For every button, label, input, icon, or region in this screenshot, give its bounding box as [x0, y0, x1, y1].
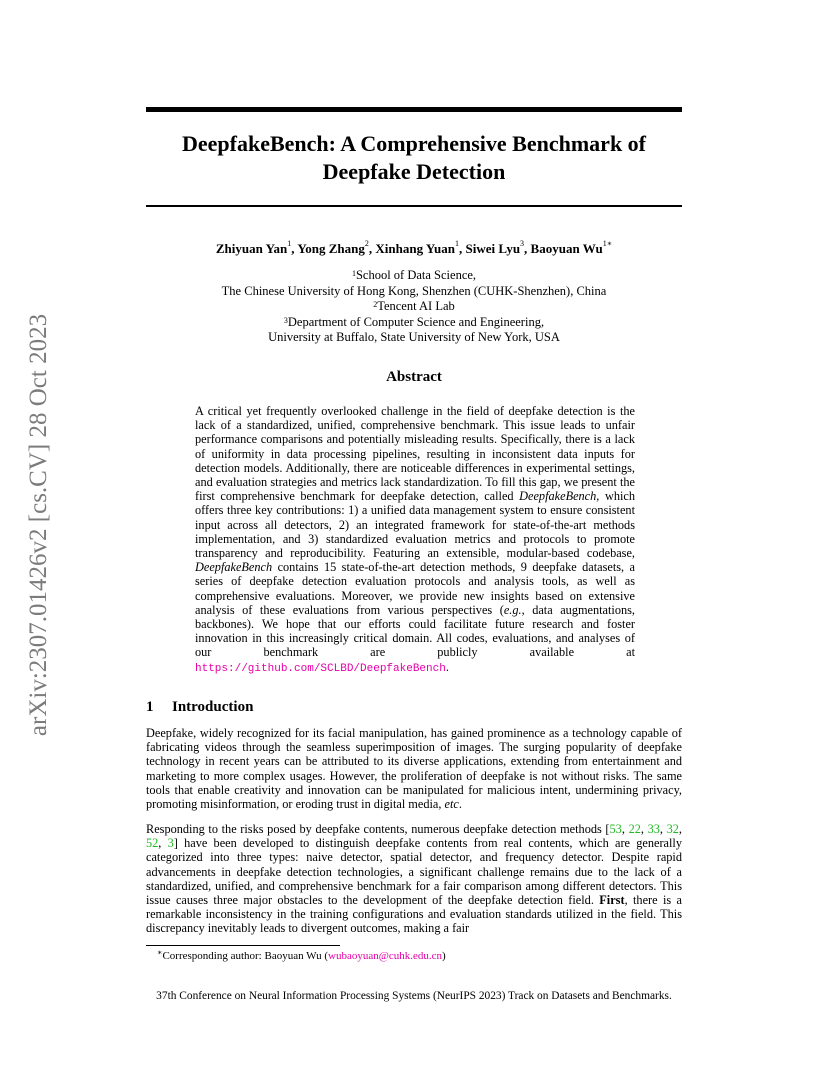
abstract-emphasis: e.g. — [503, 602, 522, 617]
abstract-emphasis: DeepfakeBench — [519, 489, 597, 504]
section-heading — [146, 699, 253, 716]
footnote — [146, 950, 446, 962]
paragraph-text: Responding to the risks posed by deepfake contents, numerous deepfake detection methods [ — [146, 822, 610, 836]
github-link[interactable]: https://github.com/SCLBD/DeepfakeBench — [195, 662, 446, 675]
affiliation-text: Tencent AI Lab — [377, 299, 455, 313]
affiliation-mark: 3 — [283, 315, 288, 325]
paper-title: DeepfakeBench: A Comprehensive Benchmark of Deepfake Detection — [181, 131, 647, 184]
paragraph-text: . — [458, 797, 462, 812]
email-link[interactable]: wubaoyuan@cuhk.edu.cn — [328, 950, 442, 962]
author-list: Zhiyuan Yan$^1$, Yong Zhang$^2$, Xinhang Yuan$^1$, Siwei Lyu$^3$, Baoyuan $Wu^{1∗}$ — [215, 239, 613, 256]
abstract-text: contains 15 state-of-the-art detection methods, 9 deepfake datasets, a series of deepfake detection evaluation protocols and analysis tools, as well as comprehensive evaluations. Moreover, we provide new insights based on extensive analysis of these evaluations from various perspectives ( — [195, 560, 635, 617]
abstract-text: , data augmentations, backbones). We hope that our efforts could facilitate future research and foster innovation in this increasingly critical domain. All codes, evaluations, and analyses of our benchmark are publicly available at — [195, 602, 636, 660]
author-affiliation-mark: 3 — [520, 239, 525, 248]
citation-link[interactable]: 33 — [647, 822, 660, 836]
abstract-body — [195, 404, 635, 676]
affiliation-text: Department of Computer Science and Engineering, — [287, 314, 545, 329]
citation-link[interactable]: 3 — [167, 836, 174, 851]
affiliation-1-line2: The Chinese University of Hong Kong, Shenzhen (CUHK-Shenzhen), China — [221, 283, 607, 298]
footnote-text: Corresponding author: Baoyuan Wu ( — [162, 950, 328, 962]
section-title: Introduction — [172, 699, 254, 715]
footnote-mark: ∗ — [157, 948, 163, 957]
arxiv-identifier: arXiv:2307.01426v2 [cs.CV] 28 Oct 2023 — [25, 313, 52, 737]
paragraph-text: ] have been developed to distinguish deepfake contents from real contents, which are generally categorized into three types: naive detector, spatial detector, and frequency detector. Despite rapid advancements in deepfake detection technologies, a significant challenge remains due to the lack of a standardized, unified, and comprehensive benchmark for a fair comparison among different detectors. This issue causes three major obstacles to the development of the deepfake detection field. — [146, 836, 682, 908]
footnote-rule — [146, 945, 340, 946]
paragraph-text: Deepfake, widely recognized for its facial manipulation, has gained prominence as a technology capable of fabricating videos through the seamless superimposition of images. The surging popularity of deepfake technology in recent years can be attributed to its diverse applications, extending from entertainment and marketing to more complex usages. However, the proliferation of deepfake is not without risks. The same tools that enable creativity and innovation can be manipulated for malicious intent, undermining privacy, promoting misinformation, or eroding trust in digital media, — [146, 726, 682, 812]
author-name: Baoyuan Wu — [530, 241, 603, 256]
author-affiliation-mark: 1 — [455, 239, 459, 248]
affiliation-1 — [146, 268, 682, 284]
author-affiliation-mark: 1 — [287, 239, 292, 248]
intro-paragraph-1 — [146, 726, 682, 811]
affiliations — [146, 268, 682, 346]
paragraph-emphasis: etc — [444, 797, 459, 812]
affiliation-3 — [146, 315, 682, 331]
abstract-text: A critical yet frequently overlooked challenge in the field of deepfake detection is the lack of a standardized, unified, comprehensive benchmark. This issue leads to unfair performance comparisons and potentially misleading results. Specifically, there is a lack of uniformity in data processing pipelines, resulting in inconsistent data inputs for detection models. Additionally, there are noticeable differences in experimental settings, and evaluation strategies and metrics lack standardization. To fill this gap, we present the first comprehensive benchmark for deepfake detection, called — [195, 404, 635, 504]
abstract-heading: Abstract — [386, 369, 442, 385]
citation-link[interactable]: 52 — [146, 836, 159, 851]
section-number: 1 — [146, 699, 154, 715]
paragraph-text: , there is a remarkable inconsistency in the training configurations and evaluation standards utilized in the field. This discrepancy inevitably leads to divergent outcomes, making a fair — [146, 893, 682, 936]
citation-link[interactable]: 53 — [609, 822, 622, 836]
abstract-text: , which offers three key contributions: 1) a unified data management system to ensure consistent input across all detectors, 2) an integrated framework for state-of-the-art methods implementation, and 3) standardized evaluation metrics and protocols to promote transparency and reproducibility. Featuring an extensible, modular-based codebase, — [195, 489, 636, 561]
abstract-emphasis: DeepfakeBench — [195, 560, 273, 575]
author-affiliation-mark: 2 — [364, 239, 369, 248]
affiliation-mark: 2 — [373, 300, 378, 309]
author-name: Zhiyuan Yan — [215, 241, 288, 256]
author-name: Siwei Lyu — [465, 241, 521, 256]
citation-link[interactable]: 22 — [628, 822, 641, 836]
affiliation-text: School of Data Science, — [355, 268, 477, 282]
venue-footer: 37th Conference on Neural Information Processing Systems (NeurIPS 2023) Track on Datasets and Benchmarks. — [156, 990, 672, 1002]
title-top-rule — [146, 107, 682, 112]
intro-paragraph-2: Responding to the risks posed by deepfake contents, numerous deepfake detection methods [53, 22, 33, 32, 52, 3] have been developed to distinguish deepfake contents from real contents, which are generally categorized into three types: naive detector, spatial detector, and frequency detector. Despite rapid advancements in deepfake detection technologies, a significant challenge remains due to the lack of a standardized, unified, and comprehensive benchmark for a fair comparison among different detectors. This issue causes three major obstacles to the development of the deepfake detection field. First, there is a remarkable inconsistency in the training configurations and evaluation standards utilized in the field. This discrepancy inevitably leads to divergent outcomes, making a fair — [146, 822, 682, 936]
author-affiliation-mark: 1∗ — [602, 239, 613, 248]
paragraph-bold: First — [599, 893, 625, 908]
citation-link[interactable]: 32 — [666, 822, 679, 836]
author-name: Xinhang Yuan — [375, 241, 455, 256]
abstract-text: . — [445, 659, 449, 674]
title-bottom-rule — [146, 205, 682, 207]
affiliation-2 — [146, 299, 682, 315]
affiliation-mark: 1 — [351, 269, 356, 278]
footnote-text: ) — [442, 950, 446, 962]
author-name: Yong Zhang — [297, 241, 365, 256]
affiliation-3-line2: University at Buffalo, State University of New York, USA — [268, 330, 560, 344]
